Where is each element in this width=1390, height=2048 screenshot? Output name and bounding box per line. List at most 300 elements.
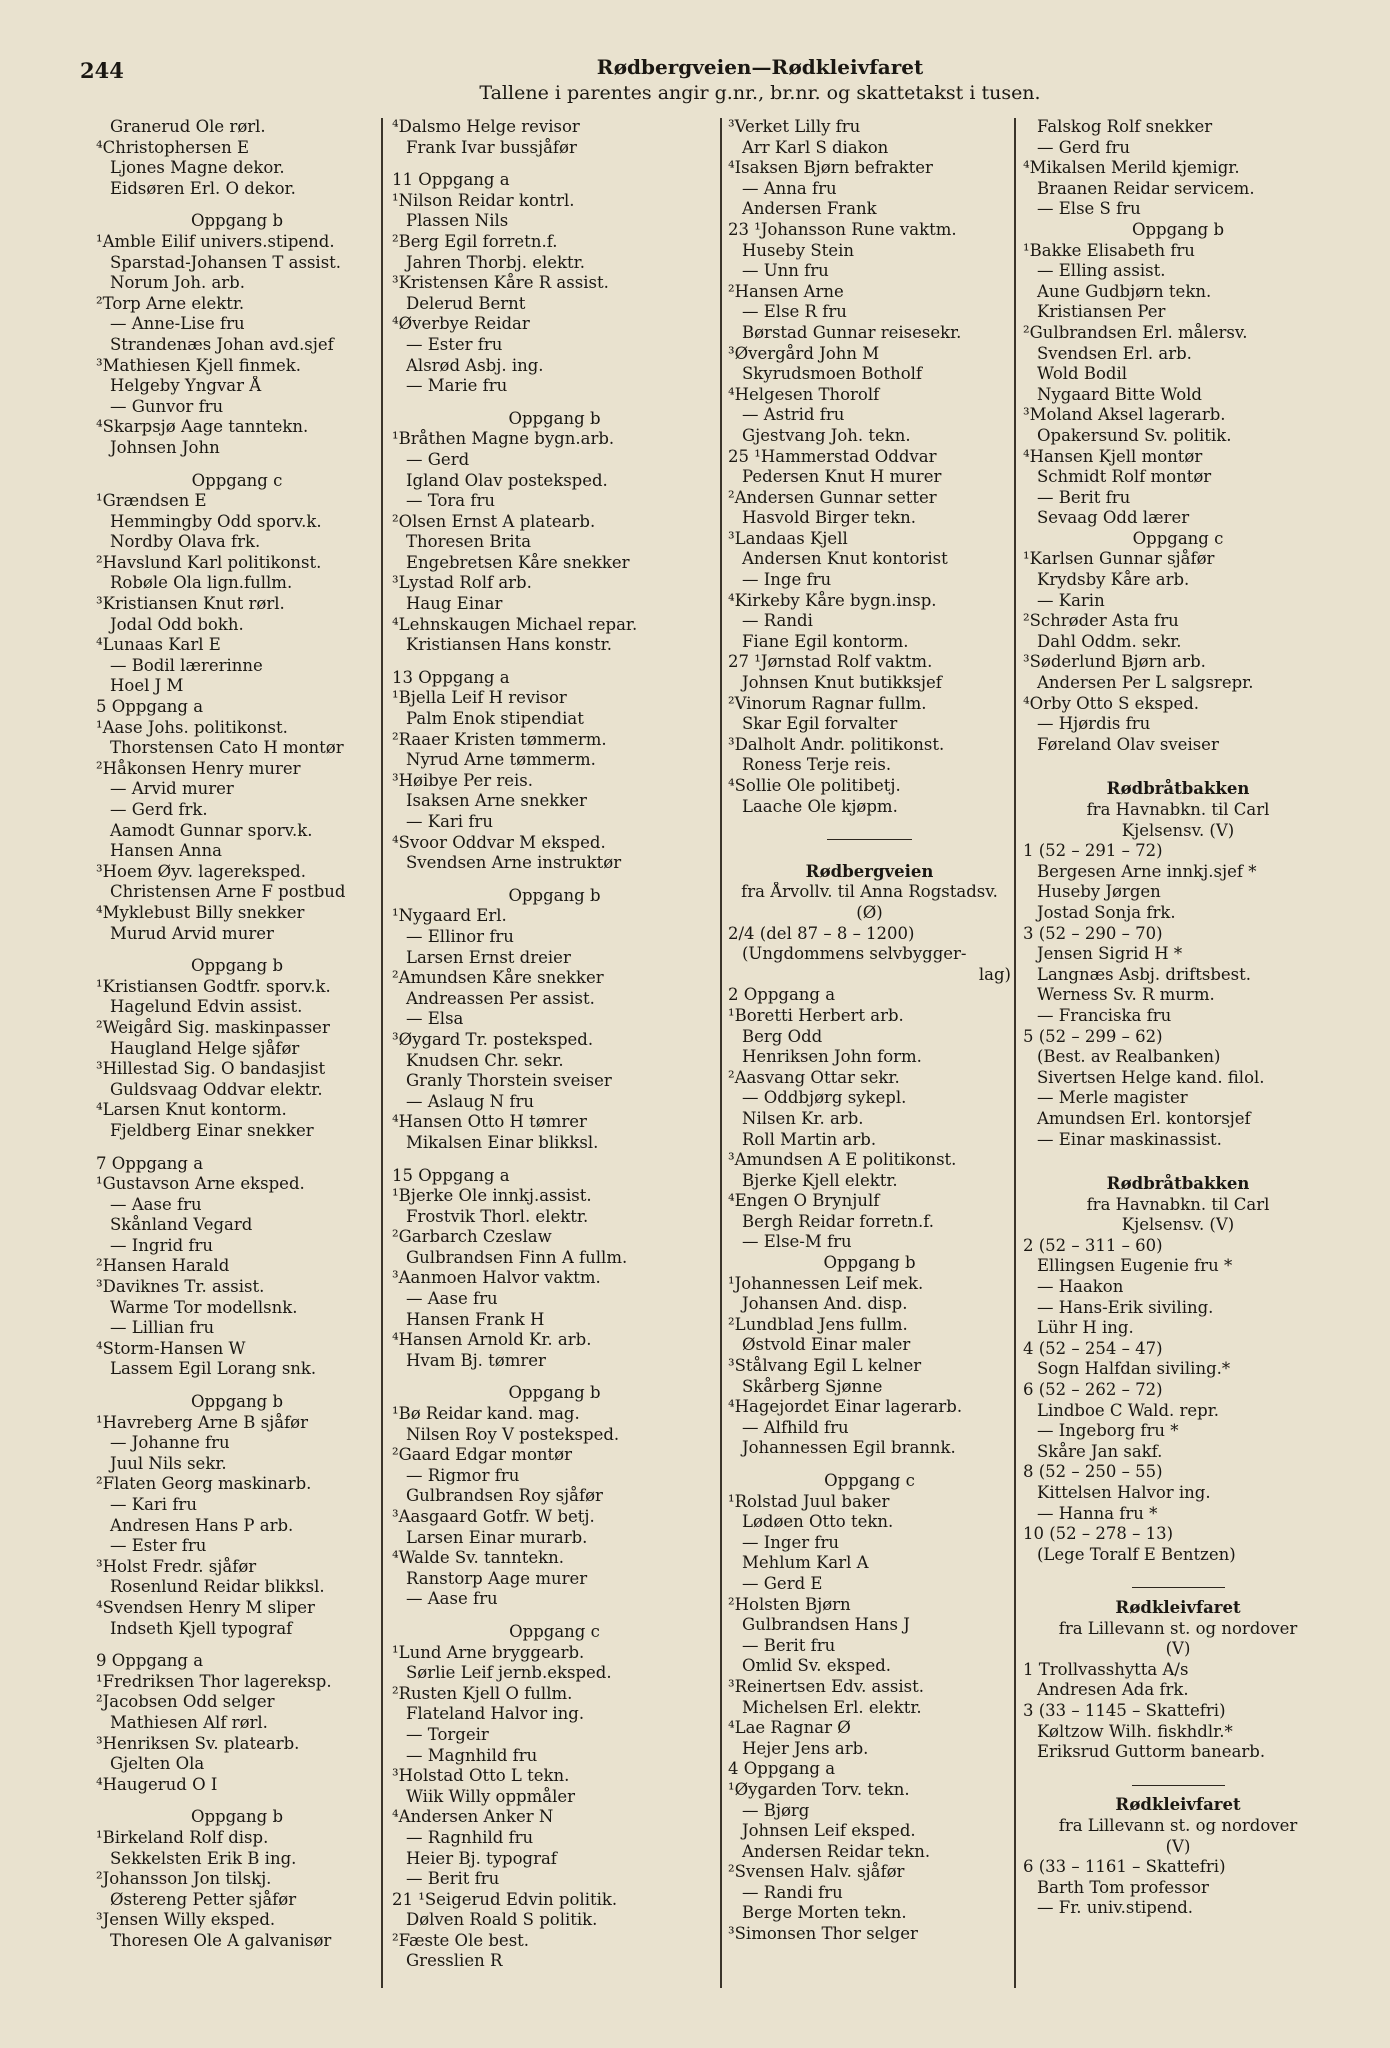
- entry-line: Nordby Olava frk.: [110, 532, 261, 552]
- entry-line: Langnæs Asbj. driftsbest.: [1037, 964, 1251, 984]
- entry-line: ⁴Christophersen E: [96, 137, 250, 157]
- entry-line: ⁴Larsen Knut kontorm.: [96, 1100, 287, 1120]
- entry-line: Mathiesen Alf rørl.: [110, 1712, 268, 1732]
- entry-line: Ljones Magne dekor.: [110, 158, 285, 178]
- spacer: [728, 1459, 1011, 1471]
- entry-line: Michelsen Erl. elektr.: [742, 1697, 922, 1717]
- entry-line: Berge Morten tekn.: [742, 1903, 907, 1923]
- entry-line: — Anne-Lise fru: [110, 314, 245, 334]
- entry-line: — Rigmor fru: [406, 1465, 520, 1485]
- entry-line: Sekkelsten Erik B ing.: [110, 1848, 297, 1868]
- entry-line: ¹Birkeland Rolf disp.: [96, 1827, 269, 1847]
- entry-line: Ellingsen Eugenie fru *: [1037, 1256, 1233, 1276]
- street-description: (V): [1165, 1836, 1191, 1856]
- entry-line: Sparstad-Johansen T assist.: [110, 252, 342, 272]
- entry-line: ¹Havreberg Arne B sjåfør: [96, 1412, 308, 1432]
- entry-line: Johannessen Egil brannk.: [742, 1438, 956, 1458]
- spacer: [96, 459, 378, 471]
- stairway-heading: Oppgang c: [191, 470, 283, 490]
- entry-line: — Hanna fru *: [1037, 1503, 1158, 1523]
- entry-line: — Astrid fru: [742, 405, 845, 425]
- entry-line: Køltzow Wilh. fiskhdlr.*: [1037, 1721, 1233, 1741]
- entry-line: Gulbrandsen Roy sjåfør: [406, 1486, 603, 1506]
- entry-line: ¹Lund Arne bryggearb.: [392, 1642, 585, 1662]
- entry-line: ⁴Skarpsjø Aage tanntekn.: [96, 417, 309, 437]
- entry-line: 2/4 (del 87 – 8 – 1200): [728, 923, 915, 943]
- entry-line: Rosenlund Reidar blikksl.: [110, 1577, 325, 1597]
- page-number: 244: [80, 58, 124, 83]
- entry-line: Falskog Rolf snekker: [1037, 117, 1213, 136]
- entry-line: ³Landaas Kjell: [728, 528, 848, 548]
- entry-line: ²Rusten Kjell O fullm.: [392, 1683, 573, 1703]
- entry-line: 4 Oppgang a: [728, 1759, 836, 1779]
- stairway-heading: Oppgang b: [508, 408, 601, 428]
- entry-line: ²Johansson Jon tilskj.: [96, 1869, 272, 1889]
- entry-line: — Arvid murer: [110, 779, 234, 799]
- entry-line: ⁴Lunaas Karl E: [96, 635, 221, 655]
- entry-line: — Merle magister: [1037, 1088, 1188, 1108]
- entry-line: ¹Bø Reidar kand. mag.: [392, 1404, 580, 1424]
- entry-line: ²Fæste Ole best.: [392, 1930, 530, 1950]
- entry-line: ¹Johannessen Leif mek.: [728, 1273, 924, 1293]
- page-title: Rødbergveien—Rødkleivfaret: [596, 55, 924, 79]
- stairway-heading: Oppgang b: [508, 885, 601, 905]
- entry-line: — Gerd frk.: [110, 800, 208, 819]
- street-heading: Rødbråtbakken: [1106, 1174, 1250, 1194]
- entry-line: Hagelund Edvin assist.: [110, 997, 303, 1017]
- entry-line: 15 Oppgang a: [392, 1165, 510, 1185]
- entry-line: ⁴Svendsen Henry M sliper: [96, 1597, 315, 1617]
- entry-line: — Aase fru: [406, 1589, 498, 1609]
- entry-line: ⁴Haugerud O I: [96, 1774, 218, 1794]
- spacer: [96, 1380, 378, 1392]
- entry-line: Østereng Petter sjåfør: [110, 1889, 297, 1909]
- entry-line: — Ellinor fru: [406, 926, 514, 946]
- entry-line: ²Aasvang Ottar sekr.: [728, 1067, 900, 1087]
- page-subtitle: Tallene i parentes angir g.nr., br.nr. og skattetakst i tusen.: [479, 82, 1041, 104]
- entry-line: 1 (52 – 291 – 72): [1023, 841, 1163, 861]
- entry-line: Sogn Halfdan siviling.*: [1037, 1359, 1231, 1379]
- entry-line: — Inge fru: [742, 570, 832, 590]
- entry-line: 6 (52 – 262 – 72): [1023, 1380, 1163, 1400]
- entry-line: ²Gulbrandsen Erl. målersv.: [1023, 322, 1248, 342]
- spacer: [1023, 767, 1333, 779]
- entry-line: Robøle Ola lign.fullm.: [110, 573, 293, 593]
- entry-line: Kristiansen Per: [1037, 302, 1166, 322]
- entry-line: ³Aasgaard Gotfr. W betj.: [392, 1507, 595, 1526]
- spacer: [392, 397, 717, 409]
- spacer: [392, 158, 717, 170]
- entry-line: Murud Arvid murer: [110, 923, 274, 943]
- entry-line: Fiane Egil kontorm.: [742, 631, 909, 651]
- directory-column-4: [1023, 117, 1333, 1919]
- spacer: [96, 199, 378, 211]
- entry-line: ³Høibye Per reis.: [392, 770, 534, 790]
- entry-line: — Randi fru: [742, 1882, 843, 1902]
- entry-line: Wold Bodil: [1037, 364, 1128, 384]
- entry-line: ³Amundsen A E politikonst.: [728, 1150, 957, 1170]
- entry-line: ⁴Helgesen Thorolf: [728, 384, 880, 404]
- stairway-heading: Oppgang b: [190, 211, 284, 231]
- stairway-heading: Oppgang b: [823, 1253, 916, 1273]
- entry-line: (Ungdommens selvbygger-: [742, 944, 967, 964]
- entry-line: Hansen Frank H: [406, 1309, 545, 1329]
- entry-line: ²Havslund Karl politikonst.: [96, 552, 322, 572]
- entry-line: Warme Tor modellsnk.: [110, 1297, 298, 1317]
- entry-line: — Franciska fru: [1037, 1005, 1172, 1025]
- entry-line: ³Mathiesen Kjell finmek.: [96, 355, 302, 375]
- entry-line: 11 Oppgang a: [392, 170, 510, 190]
- entry-line: ¹Aase Johs. politikonst.: [96, 717, 288, 737]
- directory-column-3: [728, 117, 1011, 1945]
- entry-line: (Best. av Realbanken): [1037, 1047, 1221, 1067]
- street-heading: Rødbergveien: [805, 861, 934, 881]
- entry-line: Fjeldberg Einar snekker: [110, 1120, 314, 1140]
- entry-line: ³Hoem Øyv. lagereksped.: [96, 861, 306, 881]
- entry-line: — Aase fru: [406, 1289, 498, 1309]
- spacer: [728, 850, 1011, 862]
- entry-line: 25 ¹Hammerstad Oddvar: [728, 446, 937, 466]
- entry-line: ²Hansen Harald: [96, 1256, 230, 1276]
- directory-column-1: [96, 117, 378, 1951]
- entry-line: Svendsen Arne instruktør: [406, 853, 622, 873]
- entry-line: — Fr. univ.stipend.: [1037, 1898, 1194, 1918]
- entry-line: Palm Enok stipendiat: [406, 709, 584, 729]
- entry-line: Skyrudsmoen Botholf: [742, 364, 923, 384]
- stairway-heading: Oppgang b: [1131, 219, 1225, 239]
- street-description: fra Årvollv. til Anna Rogstadsv.: [741, 882, 998, 902]
- entry-line: ⁴Hansen Arnold Kr. arb.: [392, 1330, 592, 1350]
- entry-line: Krydsby Kåre arb.: [1037, 570, 1190, 590]
- entry-line: Johnsen Leif eksped.: [742, 1821, 916, 1841]
- entry-line: Granly Thorstein sveiser: [406, 1071, 612, 1091]
- entry-line: Andersen Per L salgsrepr.: [1037, 673, 1254, 693]
- entry-line: Frank Ivar bussjåfør: [406, 137, 577, 157]
- entry-line: Thoresen Brita: [406, 532, 532, 552]
- entry-line: Delerud Bernt: [406, 293, 526, 313]
- entry-line: Skårberg Sjønne: [742, 1376, 883, 1396]
- spacer: [1023, 1565, 1333, 1577]
- entry-line: 4 (52 – 254 – 47): [1023, 1338, 1163, 1358]
- entry-line: ¹Boretti Herbert arb.: [728, 1005, 904, 1025]
- column-rule: [720, 118, 722, 1988]
- entry-line: ³Kristensen Kåre R assist.: [392, 273, 609, 293]
- spacer: [392, 1610, 717, 1622]
- entry-line: ²Jacobsen Odd selger: [96, 1692, 275, 1712]
- entry-line: ³Dalholt Andr. politikonst.: [728, 734, 945, 754]
- entry-line: Andersen Reidar tekn.: [742, 1841, 931, 1861]
- entry-line: Andresen Ada frk.: [1037, 1680, 1189, 1700]
- spacer: [392, 1371, 717, 1383]
- entry-line: Granerud Ole rørl.: [110, 117, 266, 136]
- entry-line: Hemmingby Odd sporv.k.: [110, 511, 322, 531]
- entry-line: Guldsvaag Oddvar elektr.: [110, 1079, 323, 1099]
- entry-line: Jostad Sonja frk.: [1037, 902, 1176, 922]
- entry-line: ²Vinorum Ragnar fullm.: [728, 693, 927, 713]
- entry-line: Kittelsen Halvor ing.: [1037, 1483, 1211, 1502]
- column-rule: [381, 118, 383, 1988]
- spacer: [392, 1154, 717, 1166]
- entry-line: 27 ¹Jørnstad Rolf vaktm.: [728, 652, 933, 672]
- entry-line: Plassen Nils: [406, 211, 509, 231]
- entry-line: — Karin: [1037, 590, 1105, 610]
- entry-line: ⁴Lehnskaugen Michael repar.: [392, 614, 638, 634]
- entry-line: — Gerd fru: [1037, 137, 1131, 157]
- entry-line: — Berit fru: [1037, 487, 1131, 507]
- entry-line: Nilsen Kr. arb.: [742, 1108, 864, 1128]
- entry-line: Nilsen Roy V posteksped.: [406, 1424, 620, 1444]
- entry-line: ⁴Lae Ragnar Ø: [728, 1718, 851, 1738]
- entry-line: Lindboe C Wald. repr.: [1037, 1400, 1220, 1420]
- street-description: (Ø): [856, 902, 883, 922]
- entry-line: — Hans-Erik siviling.: [1037, 1297, 1214, 1317]
- entry-line: — Unn fru: [742, 261, 829, 281]
- entry-line: 5 Oppgang a: [96, 697, 204, 717]
- entry-line: Gulbrandsen Hans J: [742, 1615, 910, 1635]
- section-divider: [1023, 1775, 1333, 1796]
- entry-line: — Ester fru: [110, 1536, 207, 1556]
- street-description: fra Lillevann st. og nordover: [1058, 1815, 1298, 1835]
- entry-line: Aune Gudbjørn tekn.: [1037, 281, 1212, 301]
- entry-line: Dølven Roald S politik.: [406, 1910, 598, 1930]
- entry-line: 13 Oppgang a: [392, 667, 510, 687]
- stairway-heading: Oppgang c: [824, 1471, 915, 1490]
- street-description: fra Havnabkn. til Carl: [1086, 1194, 1270, 1214]
- entry-line: Barth Tom professor: [1037, 1877, 1209, 1897]
- entry-line: Pedersen Knut H murer: [742, 467, 942, 487]
- entry-line: ²Torp Arne elektr.: [96, 293, 245, 313]
- entry-line: Lødøen Otto tekn.: [742, 1512, 894, 1532]
- entry-line: Strandenæs Johan avd.sjef: [110, 334, 334, 354]
- entry-line: ³Moland Aksel lagerarb.: [1023, 405, 1226, 425]
- entry-line: — Berit fru: [406, 1869, 500, 1889]
- entry-line: Andersen Knut kontorist: [742, 549, 948, 569]
- entry-line: 21 ¹Seigerud Edvin politik.: [392, 1889, 618, 1909]
- entry-line: 6 (33 – 1161 – Skattefri): [1023, 1857, 1226, 1877]
- entry-line: Huseby Jørgen: [1037, 882, 1161, 902]
- entry-line: ⁴Hansen Kjell montør: [1023, 446, 1203, 466]
- entry-line: Thoresen Ole A galvanisør: [110, 1930, 332, 1950]
- entry-line: Wiik Willy oppmåler: [406, 1786, 576, 1806]
- entry-line: ⁴Hansen Otto H tømrer: [392, 1112, 587, 1132]
- entry-line: Arr Karl S diakon: [742, 137, 889, 157]
- entry-line: Engebretsen Kåre snekker: [406, 552, 630, 572]
- entry-line: Laache Ole kjøpm.: [742, 796, 898, 816]
- entry-line: ²Amundsen Kåre snekker: [392, 968, 604, 988]
- entry-line: ¹Øygarden Torv. tekn.: [728, 1779, 910, 1799]
- entry-line: ⁴Mikalsen Merild kjemigr.: [1023, 158, 1240, 178]
- entry-line: ²Raaer Kristen tømmerm.: [392, 729, 607, 749]
- entry-line: Børstad Gunnar reisesekr.: [742, 322, 962, 342]
- entry-line: 3 (33 – 1145 – Skattefri): [1023, 1700, 1226, 1720]
- entry-line: ³Kristiansen Knut rørl.: [96, 594, 285, 614]
- entry-line: Henriksen John form.: [742, 1047, 922, 1067]
- spacer: [728, 817, 1011, 829]
- entry-line: Igland Olav posteksped.: [406, 470, 608, 490]
- entry-line: Roll Martin arb.: [742, 1129, 877, 1149]
- entry-line: — Berit fru: [742, 1635, 836, 1655]
- street-heading: Rødkleivfaret: [1115, 1795, 1241, 1815]
- street-description: Kjelsensv. (V): [1121, 820, 1235, 840]
- entry-line: ³Aanmoen Halvor vaktm.: [392, 1268, 601, 1288]
- entry-line: Opakersund Sv. politik.: [1037, 425, 1232, 445]
- entry-line: ³Holstad Otto L tekn.: [392, 1766, 570, 1786]
- entry-line: Hvam Bj. tømrer: [406, 1350, 546, 1370]
- entry-line: — Elling assist.: [1037, 261, 1166, 281]
- directory-column-2: [392, 117, 717, 1972]
- entry-line: — Elsa: [406, 1009, 464, 1029]
- entry-line: 5 (52 – 299 – 62): [1023, 1026, 1163, 1046]
- entry-line: 23 ¹Johansson Rune vaktm.: [728, 219, 957, 239]
- entry-line: Gjelten Ola: [110, 1754, 205, 1774]
- entry-line: 3 (52 – 290 – 70): [1023, 923, 1163, 943]
- entry-line: Indseth Kjell typograf: [110, 1618, 293, 1638]
- entry-line: Lassem Egil Lorang snk.: [110, 1359, 317, 1379]
- entry-line: Jodal Odd bokh.: [110, 614, 244, 634]
- entry-line: ⁴Dalsmo Helge revisor: [392, 117, 580, 136]
- entry-line: ³Simonsen Thor selger: [728, 1924, 918, 1944]
- entry-line: — Marie fru: [406, 376, 508, 396]
- entry-line: ³Henriksen Sv. platearb.: [96, 1733, 300, 1753]
- spacer: [1023, 1150, 1333, 1162]
- entry-line: 1 Trollvasshytta A/s: [1023, 1659, 1189, 1679]
- entry-line: — Anna fru: [742, 178, 837, 198]
- entry-line: Christensen Arne F postbud: [110, 882, 346, 902]
- spacer: [96, 1795, 378, 1807]
- entry-line: ⁴Hagejordet Einar lagerarb.: [728, 1397, 963, 1417]
- entry-line: — Inger fru: [742, 1532, 839, 1552]
- entry-line: ²Gaard Edgar montør: [392, 1445, 572, 1465]
- entry-line: — Oddbjørg sykepl.: [742, 1088, 907, 1108]
- entry-line: Kristiansen Hans konstr.: [406, 635, 612, 655]
- entry-line: Heier Bj. typograf: [406, 1848, 557, 1868]
- entry-line: ²Schrøder Asta fru: [1023, 611, 1179, 631]
- entry-line: ¹Bakke Elisabeth fru: [1023, 240, 1195, 260]
- entry-line: Hansen Anna: [110, 841, 222, 861]
- entry-line: Bergesen Arne innkj.sjef *: [1037, 861, 1257, 881]
- entry-line: Eidsøren Erl. O dekor.: [110, 178, 296, 198]
- entry-line: Bjerke Kjell elektr.: [742, 1170, 898, 1190]
- entry-line: ⁴Myklebust Billy snekker: [96, 902, 305, 922]
- entry-line: Ranstorp Aage murer: [406, 1568, 588, 1588]
- entry-line: ³Hillestad Sig. O bandasjist: [96, 1059, 326, 1079]
- entry-line: Mikalsen Einar blikksl.: [406, 1132, 599, 1152]
- stairway-heading: Oppgang b: [508, 1383, 601, 1403]
- entry-line: — Ingeborg fru *: [1037, 1421, 1179, 1441]
- entry-line: Sørlie Leif jernb.eksped.: [406, 1663, 612, 1683]
- entry-line: ⁴Sollie Ole politibetj.: [728, 776, 901, 795]
- entry-line: ¹Rolstad Juul baker: [728, 1491, 890, 1511]
- entry-line: — Hjørdis fru: [1037, 714, 1151, 734]
- entry-line: 7 Oppgang a: [96, 1153, 204, 1173]
- section-divider: [728, 829, 1011, 850]
- street-description: fra Havnabkn. til Carl: [1086, 800, 1270, 819]
- entry-line: ¹Fredriksen Thor lagereksp.: [96, 1671, 332, 1691]
- entry-line: Gresslien R: [406, 1951, 503, 1971]
- entry-line: — Ester fru: [406, 334, 503, 354]
- entry-line: Nyrud Arne tømmerm.: [406, 750, 596, 770]
- entry-line: ³Søderlund Bjørn arb.: [1023, 652, 1206, 672]
- entry-line: Andreassen Per assist.: [406, 988, 595, 1008]
- entry-line: Dahl Oddm. sekr.: [1037, 631, 1182, 651]
- entry-line: — Haakon: [1037, 1277, 1124, 1297]
- entry-line: — Johanne fru: [110, 1433, 230, 1453]
- entry-line: ⁴Kirkeby Kåre bygn.insp.: [728, 590, 937, 610]
- entry-line: ¹Amble Eilif univers.stipend.: [96, 231, 335, 251]
- entry-line: Knudsen Chr. sekr.: [406, 1050, 564, 1070]
- entry-line: Omlid Sv. eksped.: [742, 1656, 892, 1676]
- entry-line: Larsen Ernst dreier: [406, 947, 571, 967]
- entry-line: Berg Odd: [742, 1026, 823, 1046]
- stairway-heading: Oppgang c: [1132, 528, 1224, 548]
- entry-line: Bergh Reidar forretn.f.: [742, 1211, 935, 1231]
- entry-line: Gjestvang Joh. tekn.: [742, 425, 911, 445]
- entry-line: — Gerd E: [742, 1573, 823, 1593]
- entry-line: 9 Oppgang a: [96, 1651, 204, 1671]
- entry-line: Johnsen John: [110, 437, 220, 457]
- entry-line: ²Lundblad Jens fullm.: [728, 1314, 908, 1334]
- entry-line: ²Garbarch Czeslaw: [392, 1227, 552, 1247]
- entry-line: — Else-M fru: [742, 1232, 852, 1252]
- entry-line: ¹Nilson Reidar kontrl.: [392, 190, 575, 210]
- entry-line: ¹Karlsen Gunnar sjåfør: [1023, 549, 1215, 569]
- entry-line: — Aslaug N fru: [406, 1091, 534, 1111]
- entry-line: Alsrød Asbj. ing.: [406, 355, 544, 375]
- entry-line: Roness Terje reis.: [742, 755, 892, 775]
- entry-line: Skar Egil forvalter: [742, 714, 898, 734]
- spacer: [96, 1142, 378, 1154]
- stairway-heading: Oppgang b: [190, 1807, 284, 1827]
- entry-line: Schmidt Rolf montør: [1037, 467, 1212, 487]
- entry-line: ³Øvergård John M: [728, 343, 880, 363]
- entry-line: 10 (52 – 278 – 13): [1023, 1524, 1174, 1544]
- entry-line: — Randi: [742, 611, 813, 631]
- entry-line: ¹Nygaard Erl.: [392, 906, 507, 926]
- entry-line: ²Svensen Halv. sjåfør: [728, 1862, 905, 1882]
- entry-line: Juul Nils sekr.: [110, 1453, 227, 1473]
- entry-line: Hejer Jens arb.: [742, 1738, 869, 1758]
- entry-line: — Torgeir: [406, 1724, 489, 1744]
- entry-line: ¹Kristiansen Godtfr. sporv.k.: [96, 976, 331, 996]
- entry-line: Østvold Einar maler: [742, 1335, 911, 1355]
- stairway-heading: Oppgang c: [509, 1621, 600, 1641]
- entry-line: Huseby Stein: [742, 240, 854, 260]
- entry-line: 2 (52 – 311 – 60): [1023, 1235, 1163, 1255]
- entry-line: Andersen Frank: [742, 199, 877, 219]
- stairway-heading: Oppgang b: [190, 956, 284, 976]
- entry-line: ²Weigård Sig. maskinpasser: [96, 1017, 330, 1037]
- entry-line: Haugland Helge sjåfør: [110, 1038, 300, 1058]
- entry-line: Føreland Olav sveiser: [1037, 734, 1219, 754]
- entry-line: — Tora fru: [406, 491, 495, 511]
- entry-line: Svendsen Erl. arb.: [1037, 343, 1192, 363]
- entry-line: ³Stålvang Egil L kelner: [728, 1356, 922, 1376]
- entry-line: Aamodt Gunnar sporv.k.: [110, 820, 313, 840]
- entry-line: ³Verket Lilly fru: [728, 117, 861, 136]
- street-description: Kjelsensv. (V): [1121, 1215, 1235, 1235]
- entry-line: Isaksen Arne snekker: [406, 791, 587, 811]
- entry-line: 2 Oppgang a: [728, 985, 836, 1005]
- entry-line: — Gerd: [406, 449, 470, 469]
- entry-line: ³Holst Fredr. sjåfør: [96, 1556, 257, 1576]
- entry-line: ¹Bjerke Ole innkj.assist.: [392, 1186, 592, 1206]
- entry-line: ¹Grændsen E: [96, 491, 207, 511]
- entry-line: ¹Bråthen Magne bygn.arb.: [392, 429, 615, 449]
- column-rule: [1014, 118, 1016, 1988]
- entry-line: ⁴Walde Sv. tanntekn.: [392, 1548, 564, 1568]
- entry-line: Gulbrandsen Finn A fullm.: [406, 1247, 628, 1267]
- entry-line: — Gunvor fru: [110, 396, 224, 416]
